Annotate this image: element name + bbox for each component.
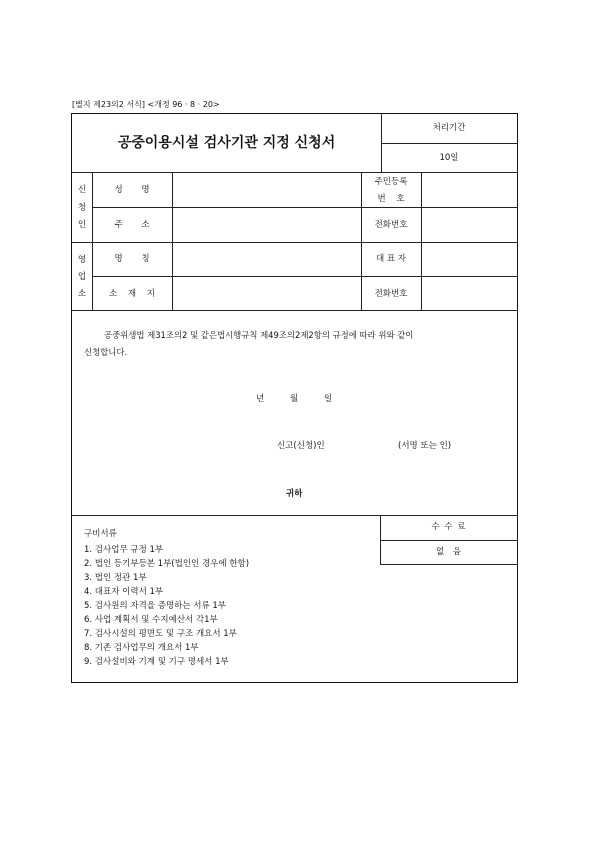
document-item: 3. 법인 정관 1부 [84,573,147,583]
divider [72,515,517,516]
form-reference: [별지 제23의2 서식] <개정 96 · 8 · 20> [72,100,220,109]
applicant-name-label: 성 명 [114,185,150,195]
processing-period-value: 10일 [439,153,459,163]
document-item: 1. 검사업무 규정 1부 [84,545,164,555]
business-location-label: 소 재 지 [108,289,156,299]
applicant-phone-field[interactable] [422,208,516,241]
processing-period-label: 처리기간 [432,123,466,133]
resident-number-label-2: 번 호 [377,194,405,204]
business-section-char: 업 [77,272,87,282]
applicant-section-char: 인 [77,220,87,230]
business-section-char: 소 [77,289,87,299]
business-name-field[interactable] [173,243,360,275]
resident-number-label: 주민등록 [374,177,408,187]
divider [380,564,517,565]
applicant-address-field[interactable] [173,208,360,241]
statement-text: 공중위생법 제31조의2 및 같은법시행규칙 제49조의2제2항의 규정에 따라 위와 같이 [104,330,414,340]
document-item: 2. 법인 등기부등본 1부(법인인 경우에 한함) [84,559,250,569]
divider [380,540,517,541]
resident-number-field[interactable] [422,174,516,206]
date-year-label: 년 [256,394,265,404]
document-item: 7. 검사시설의 평면도 및 구조 개요서 1부 [84,629,237,639]
business-name-label: 명 칭 [114,254,150,264]
divider [72,310,517,311]
statement-text-2: 신청합니다. [84,347,128,357]
signature-note: (서명 또는 인) [398,441,452,451]
business-phone-label: 전화번호 [374,289,408,299]
applicant-address-label: 주 소 [114,220,150,230]
recipient-label: 귀하 [286,489,303,499]
date-day-label: 일 [324,394,333,404]
divider [72,172,517,173]
document-item: 8. 기존 검사업무의 개요서 1부 [84,643,199,653]
applicant-section-char: 신 [77,185,87,195]
applicant-phone-label: 전화번호 [374,220,408,230]
document-item: 6. 사업 계획서 및 수지예산서 각1부 [84,615,218,625]
required-documents-title: 구비서류 [84,529,117,539]
fee-value: 없 음 [435,547,462,557]
representative-label: 대 표 자 [375,254,407,264]
document-item: 5. 검사원의 자격을 증명하는 서류 1부 [84,601,226,611]
business-location-field[interactable] [173,277,360,309]
date-month-label: 월 [290,394,299,404]
applicant-signature-label: 신고(신청)인 [277,441,325,451]
business-phone-field[interactable] [422,277,516,309]
business-section-char: 영 [77,255,87,265]
representative-field[interactable] [422,243,516,275]
fee-label: 수 수 료 [431,522,466,532]
document-item: 9. 검사설비와 기계 및 기구 명세서 1부 [84,657,229,667]
document-item: 4. 대표자 이력서 1부 [84,587,164,597]
applicant-section-char: 청 [77,203,87,213]
applicant-name-field[interactable] [173,174,360,206]
divider [381,143,517,144]
form-title: 공중이용시설 검사기관 지정 신청서 [117,135,336,151]
